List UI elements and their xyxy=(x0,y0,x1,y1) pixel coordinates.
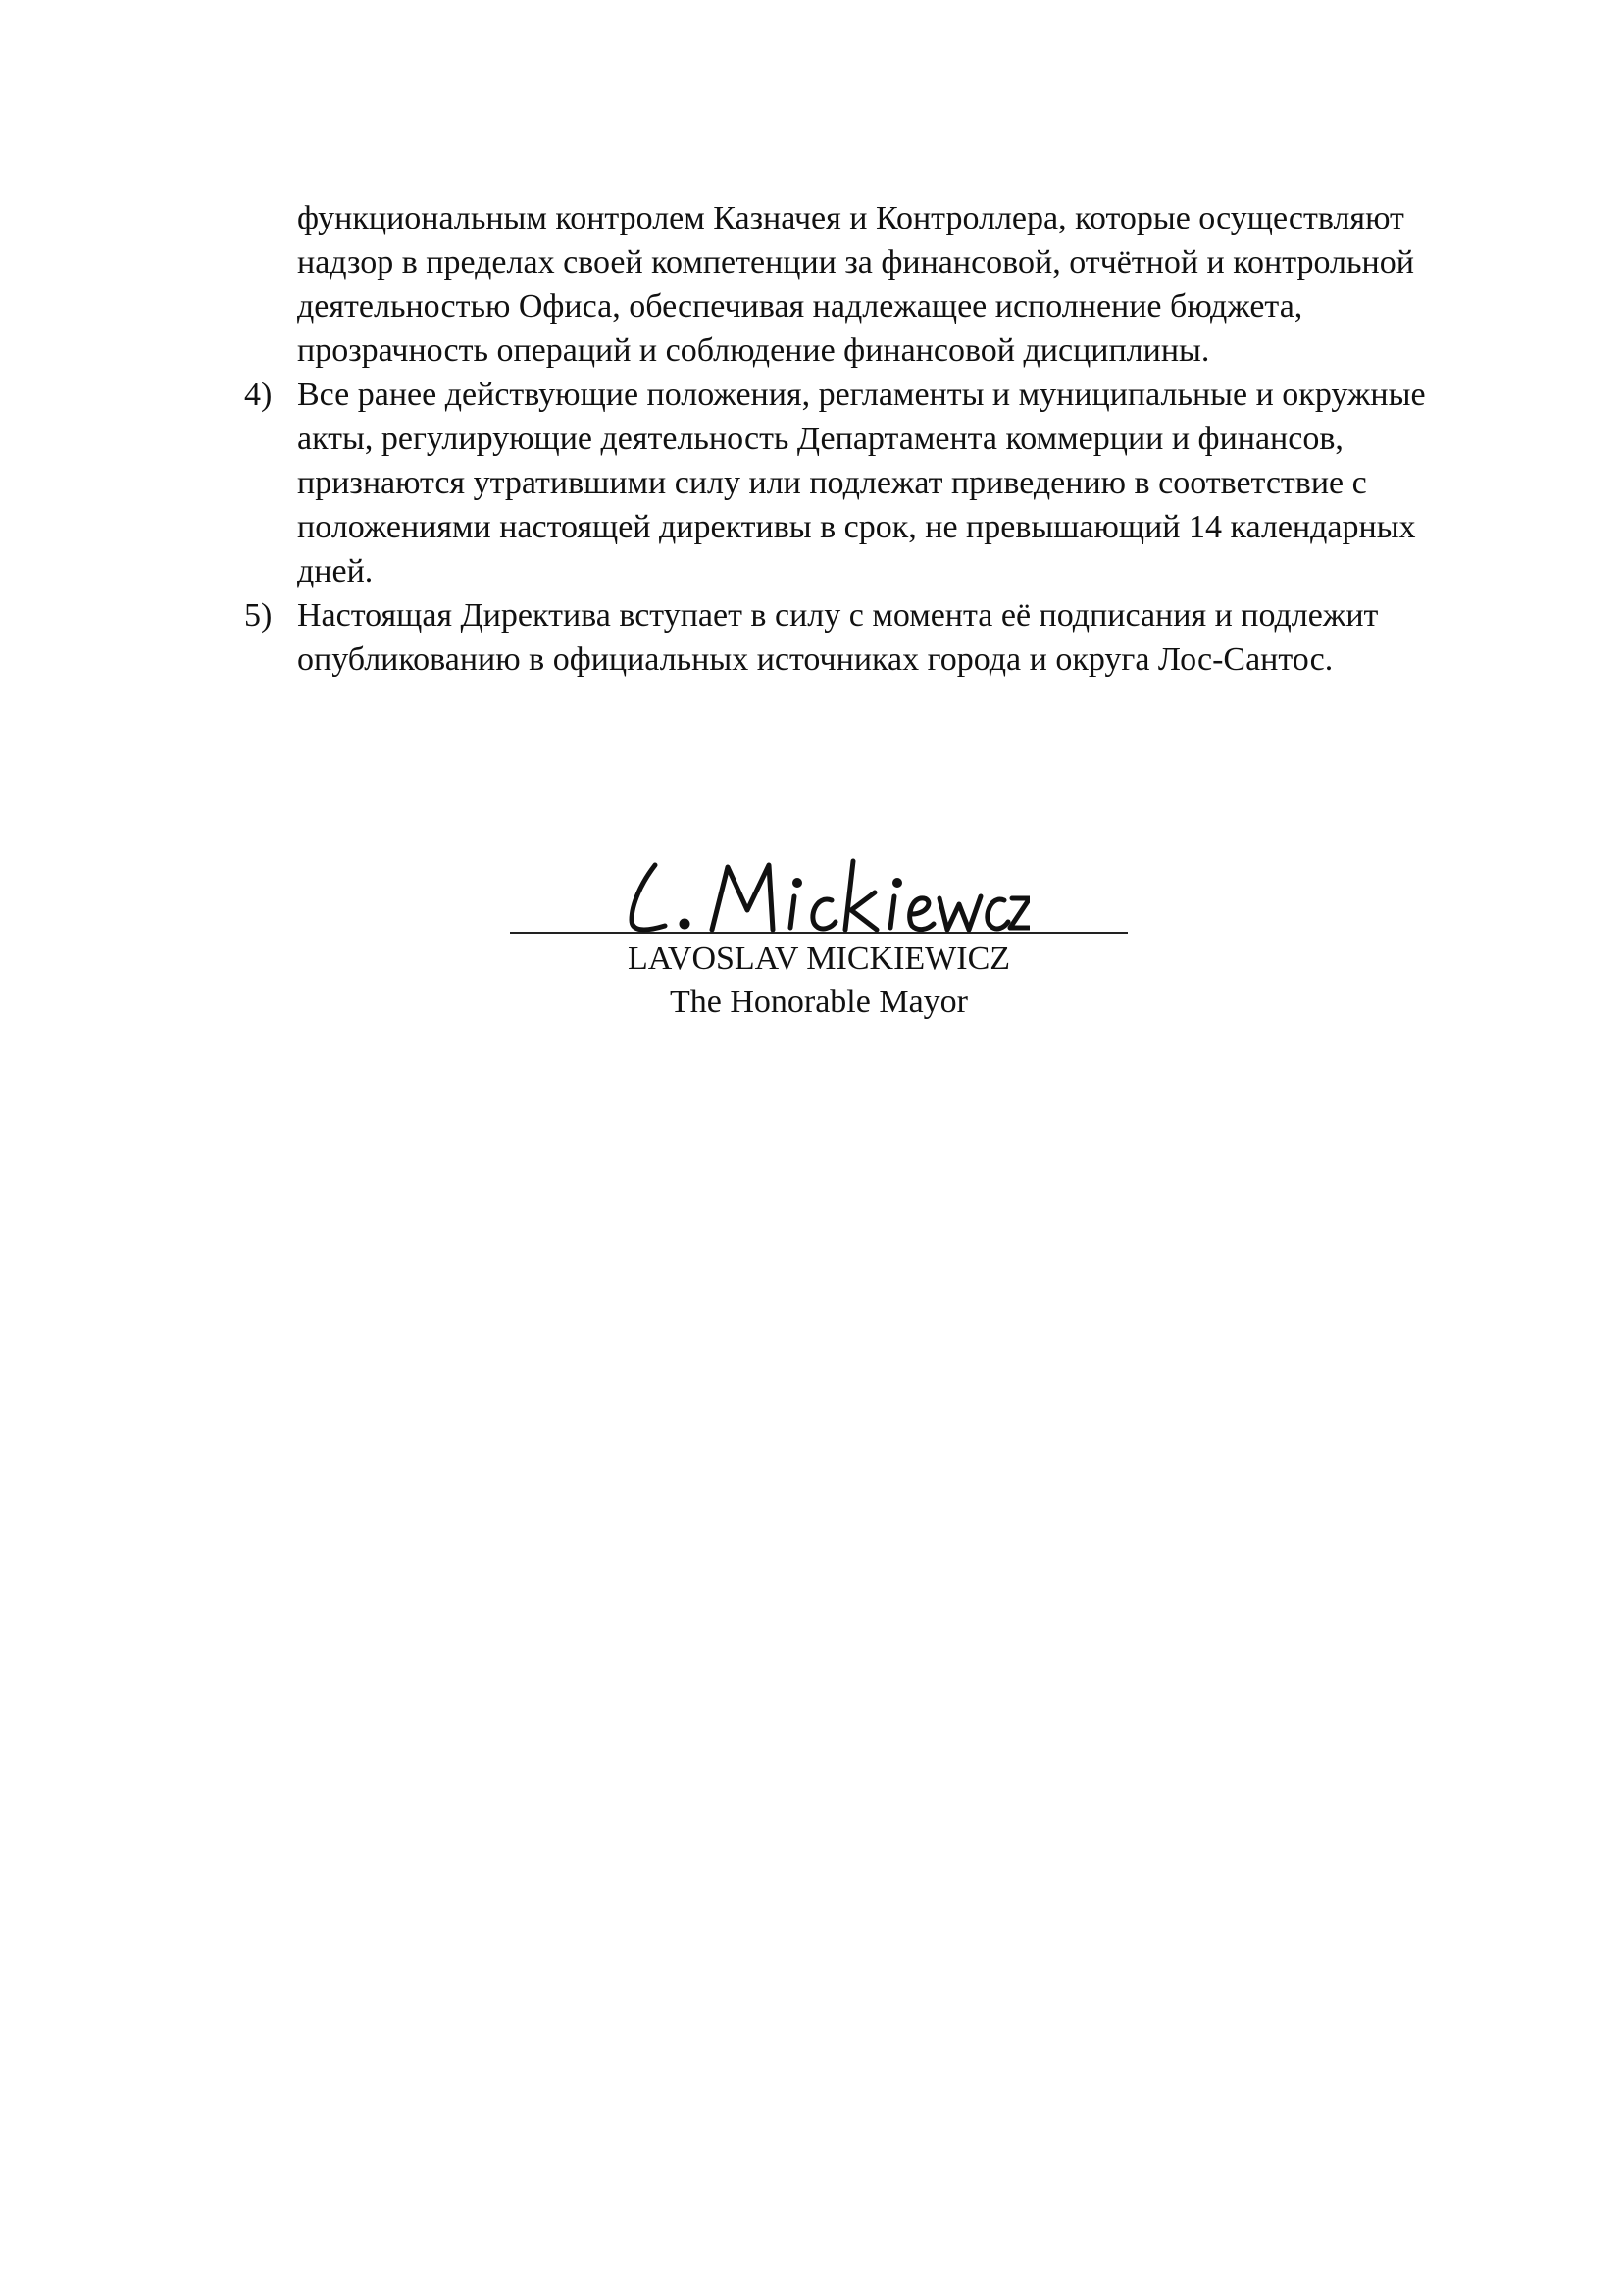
list-item-number: 4) xyxy=(244,377,273,413)
list-item-text: Все ранее действующие положения, регламенты и муниципальные и окружные акты, регулирующие деятельность Департамента коммерции и финансов, признаются утратившими силу или подлежат приведению в соответствие с положениями настоящей директивы в срок, не превышающий 14 календарных дней. xyxy=(297,377,1426,589)
signature-block xyxy=(510,853,1128,1024)
list-item-number: 5) xyxy=(244,597,273,634)
signature-line xyxy=(510,932,1128,934)
list-item xyxy=(244,593,1431,682)
handwritten-signature xyxy=(608,853,1030,942)
signer-title: The Honorable Mayor xyxy=(669,984,968,1020)
continuation-paragraph: функциональным контролем Казначея и Контроллера, которые осуществляют надзор в пределах своей компетенции за финансовой, отчётной и контрольной деятельностью Офиса, обеспечивая надлежащее исполнение бюджета, прозрачность операций и соблюдение финансовой дисциплины. xyxy=(297,200,1414,369)
signer-name: LAVOSLAV MICKIEWICZ xyxy=(627,941,1011,977)
list-item xyxy=(244,373,1431,593)
document-body xyxy=(244,196,1431,682)
list-item-text: Настоящая Директива вступает в силу с момента её подписания и подлежит опубликованию в официальных источниках города и округа Лос-Сантос. xyxy=(297,597,1379,678)
